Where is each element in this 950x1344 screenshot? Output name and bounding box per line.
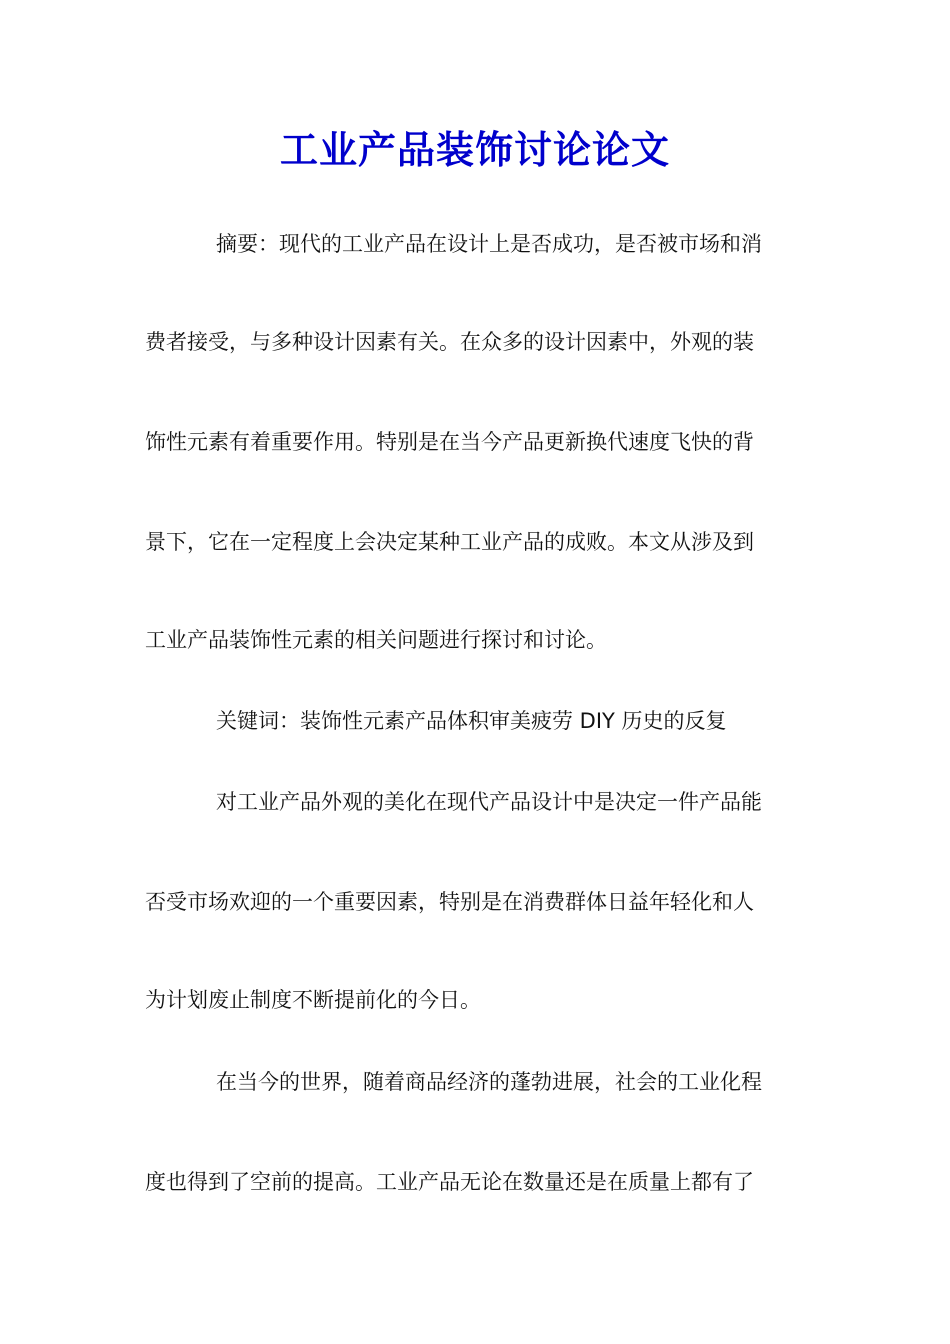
paragraph-1-line-2: 否受市场欢迎的一个重要因素，特别是在消费群体日益年轻化和人 — [145, 890, 754, 914]
abstract-line-1: 摘要：现代的工业产品在设计上是否成功，是否被市场和消 — [216, 232, 762, 256]
keywords-line: 关键词：装饰性元素产品体积审美疲劳 DIY 历史的反复 — [216, 709, 727, 733]
paragraph-1-line-3: 为计划废止制度不断提前化的今日。 — [145, 988, 481, 1012]
paragraph-1-line-1: 对工业产品外观的美化在现代产品设计中是决定一件产品能 — [216, 790, 762, 814]
paragraph-2-line-1: 在当今的世界，随着商品经济的蓬勃进展，社会的工业化程 — [216, 1070, 762, 1094]
abstract-line-5: 工业产品装饰性元素的相关问题进行探讨和讨论。 — [145, 628, 607, 652]
paragraph-2-line-2: 度也得到了空前的提高。工业产品无论在数量还是在质量上都有了 — [145, 1170, 754, 1194]
abstract-line-3: 饰性元素有着重要作用。特别是在当今产品更新换代速度飞快的背 — [145, 430, 754, 454]
abstract-line-4: 景下，它在一定程度上会决定某种工业产品的成败。本文从涉及到 — [145, 530, 754, 554]
document-title: 工业产品装饰讨论论文 — [279, 127, 670, 172]
abstract-line-2: 费者接受，与多种设计因素有关。在众多的设计因素中，外观的装 — [145, 330, 754, 354]
